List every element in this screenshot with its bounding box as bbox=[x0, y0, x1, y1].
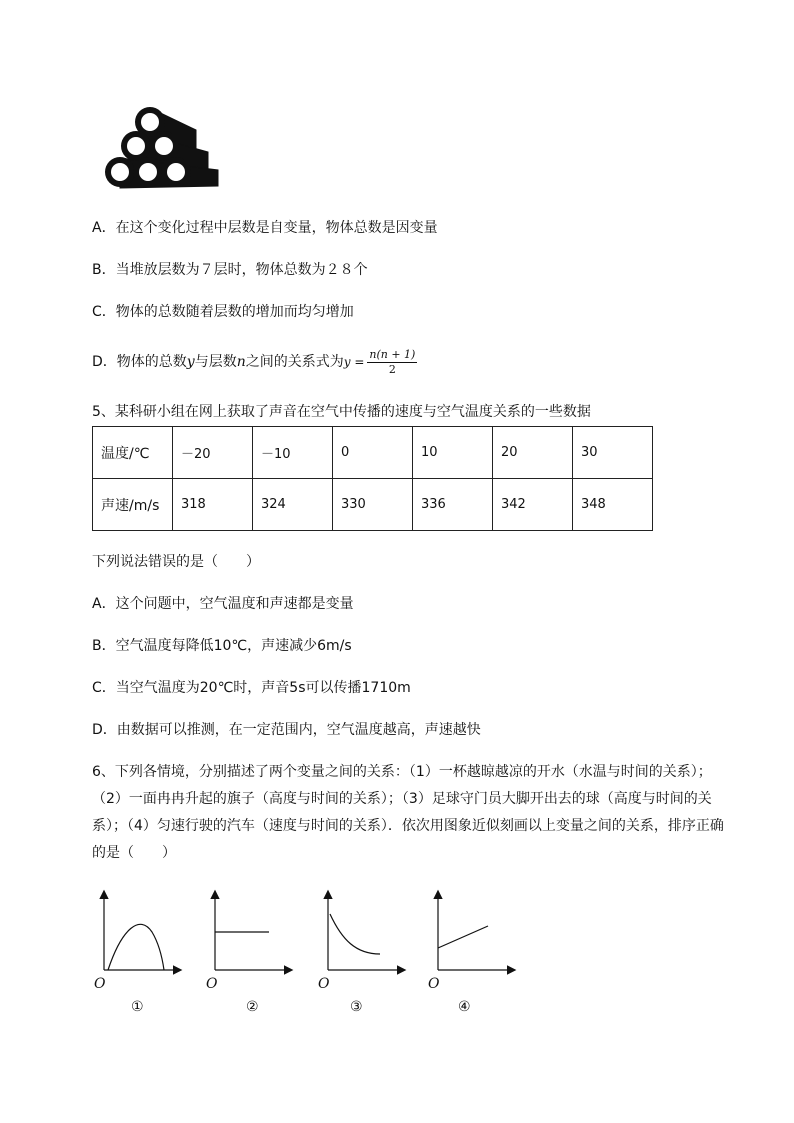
q4-option-c: C．物体的总数随着层数的增加而均匀增加 bbox=[92, 304, 354, 320]
table-cell: 342 bbox=[493, 479, 573, 531]
graph-3-decay bbox=[318, 888, 410, 978]
q4-option-d: D．物体的总数y与层数n之间的关系式为y = $\frac{n(n + 1)}{2}$ bbox=[92, 347, 416, 376]
q5-stem: 5、某科研小组在网上获取了声音在空气中传播的速度与空气温度关系的一些数据 bbox=[92, 404, 591, 420]
table-row bbox=[93, 427, 653, 479]
q4-option-a: A．在这个变化过程中层数是自变量，物体总数是因变量 bbox=[92, 220, 438, 236]
table-row-label: 温度/℃ bbox=[93, 427, 173, 479]
graph-2-horizontal bbox=[205, 888, 297, 978]
table-cell: 20 bbox=[493, 427, 573, 479]
q6-stem: 6、下列各情境，分别描述了两个变量之间的关系：（1）一杯越晾越凉的开水（水温与时间的关系）；（2）一面冉冉升起的旗子（高度与时间的关系）；（3）足球守门员大脚开出去的球（高度与时间的关系）；（4）匀速行驶的汽车（速度与时间的关系）．依次用图象近似刻画以上变量之间的关系，排序正确的是（ ） bbox=[92, 764, 724, 861]
graph-4-origin: O bbox=[428, 976, 440, 992]
table-cell: 330 bbox=[333, 479, 413, 531]
formula-fraction: $\frac{n(n + 1)}{2}$ bbox=[369, 347, 416, 376]
graph-2-origin: O bbox=[206, 976, 218, 992]
table-cell: 30 bbox=[573, 427, 653, 479]
graph-3-origin: O bbox=[318, 976, 330, 992]
table-cell: 10 bbox=[413, 427, 493, 479]
speed-temperature-table bbox=[92, 426, 653, 531]
stacked-pipes-icon bbox=[100, 100, 224, 192]
formula-lhs: y = bbox=[343, 355, 365, 369]
graph-3-label: ③ bbox=[350, 999, 363, 1015]
q5-option-d: D．由数据可以推测，在一定范围内，空气温度越高，声速越快 bbox=[92, 722, 481, 738]
table-cell: 318 bbox=[173, 479, 253, 531]
q5-prompt: 下列说法错误的是（ ） bbox=[92, 554, 260, 570]
graph-4-label: ④ bbox=[458, 999, 471, 1015]
table-cell: 0 bbox=[333, 427, 413, 479]
table-cell: －10 bbox=[253, 427, 333, 479]
graph-1-origin: O bbox=[94, 976, 106, 992]
table-row-label: 声速/m/s bbox=[93, 479, 173, 531]
q4-option-b: B．当堆放层数为７层时，物体总数为２８个 bbox=[92, 262, 368, 278]
q5-option-c: C．当空气温度为20℃时，声音5s可以传播1710m bbox=[92, 680, 411, 696]
table-cell: 336 bbox=[413, 479, 493, 531]
graph-2-label: ② bbox=[246, 999, 259, 1015]
table-cell: 348 bbox=[573, 479, 653, 531]
graph-1-label: ① bbox=[131, 999, 144, 1015]
table-row bbox=[93, 479, 653, 531]
q5-option-a: A．这个问题中，空气温度和声速都是变量 bbox=[92, 596, 354, 612]
q5-option-b: B．空气温度每降低10℃，声速减少6m/s bbox=[92, 638, 352, 654]
table-cell: －20 bbox=[173, 427, 253, 479]
graph-1-arch bbox=[94, 888, 186, 978]
graph-4-increasing-line bbox=[428, 888, 520, 978]
table-cell: 324 bbox=[253, 479, 333, 531]
